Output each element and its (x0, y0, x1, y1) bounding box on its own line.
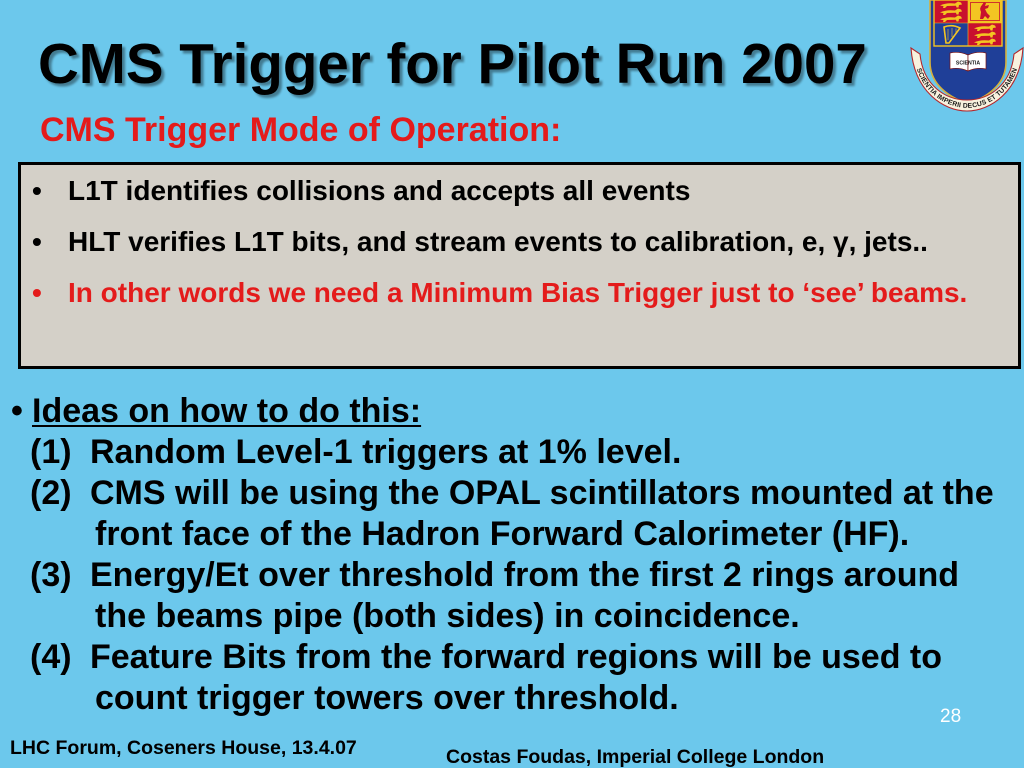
footer-author: Costas Foudas, Imperial College London (446, 746, 825, 768)
idea-item-3-continuation (0, 596, 1024, 637)
idea-text: CMS will be using the OPAL scintillators mounted at the (90, 474, 994, 512)
bullet-marker: • (32, 226, 42, 257)
mode-bullet-item (21, 267, 1011, 318)
idea-text: count trigger towers over threshold. (95, 679, 679, 717)
idea-text: Random Level-1 triggers at 1% level. (90, 433, 682, 471)
idea-item-4-continuation (0, 678, 1024, 719)
bullet-text: HLT verifies L1T bits, and stream events to calibration, e, γ, jets.. (68, 226, 928, 257)
crest-book-text: SCIENTIA (955, 60, 981, 67)
crest-royal-arms (934, 0, 1002, 46)
page-number: 28 (940, 706, 962, 727)
footer-event: LHC Forum, Coseners House, 13.4.07 (10, 737, 357, 759)
idea-text: the beams pipe (both sides) in coincidence. (95, 597, 800, 635)
slide-title: CMS Trigger for Pilot Run 2007 (38, 32, 867, 95)
idea-text: front face of the Hadron Forward Calorimeter (HF). (95, 515, 910, 553)
idea-number: (3) (30, 556, 72, 594)
idea-item-2-continuation (0, 514, 1024, 555)
bullet-text: L1T identifies collisions and accepts all events (68, 175, 691, 206)
idea-item-1 (0, 432, 1024, 473)
ideas-section (0, 391, 1024, 719)
mode-bullet-item (21, 165, 1011, 216)
idea-text: Energy/Et over threshold from the first 2 rings around (90, 556, 960, 594)
mode-of-operation-box (18, 162, 1021, 369)
slide-subtitle: CMS Trigger Mode of Operation: (40, 111, 562, 149)
idea-item-3 (0, 555, 1024, 596)
crest-motto-text: SCIENTIA IMPERII DECUS ET TUTAMEN (914, 67, 1020, 110)
idea-number: (1) (30, 433, 72, 471)
imperial-college-crest-icon (906, 0, 1024, 114)
idea-number: (4) (30, 638, 72, 676)
bullet-marker: • (32, 277, 42, 308)
bullet-marker: • (32, 175, 42, 206)
bullet-marker: • (11, 392, 23, 430)
ideas-heading-line (0, 391, 1024, 432)
ideas-heading: Ideas on how to do this: (32, 392, 422, 430)
idea-number: (2) (30, 474, 72, 512)
mode-bullet-item (21, 216, 1011, 267)
bullet-text: In other words we need a Minimum Bias Trigger just to ‘see’ beams. (68, 277, 968, 308)
idea-item-4 (0, 637, 1024, 678)
idea-text: Feature Bits from the forward regions will be used to (90, 638, 943, 676)
idea-item-2 (0, 473, 1024, 514)
mode-bullet-list (21, 165, 1011, 318)
crest-book (950, 52, 986, 71)
